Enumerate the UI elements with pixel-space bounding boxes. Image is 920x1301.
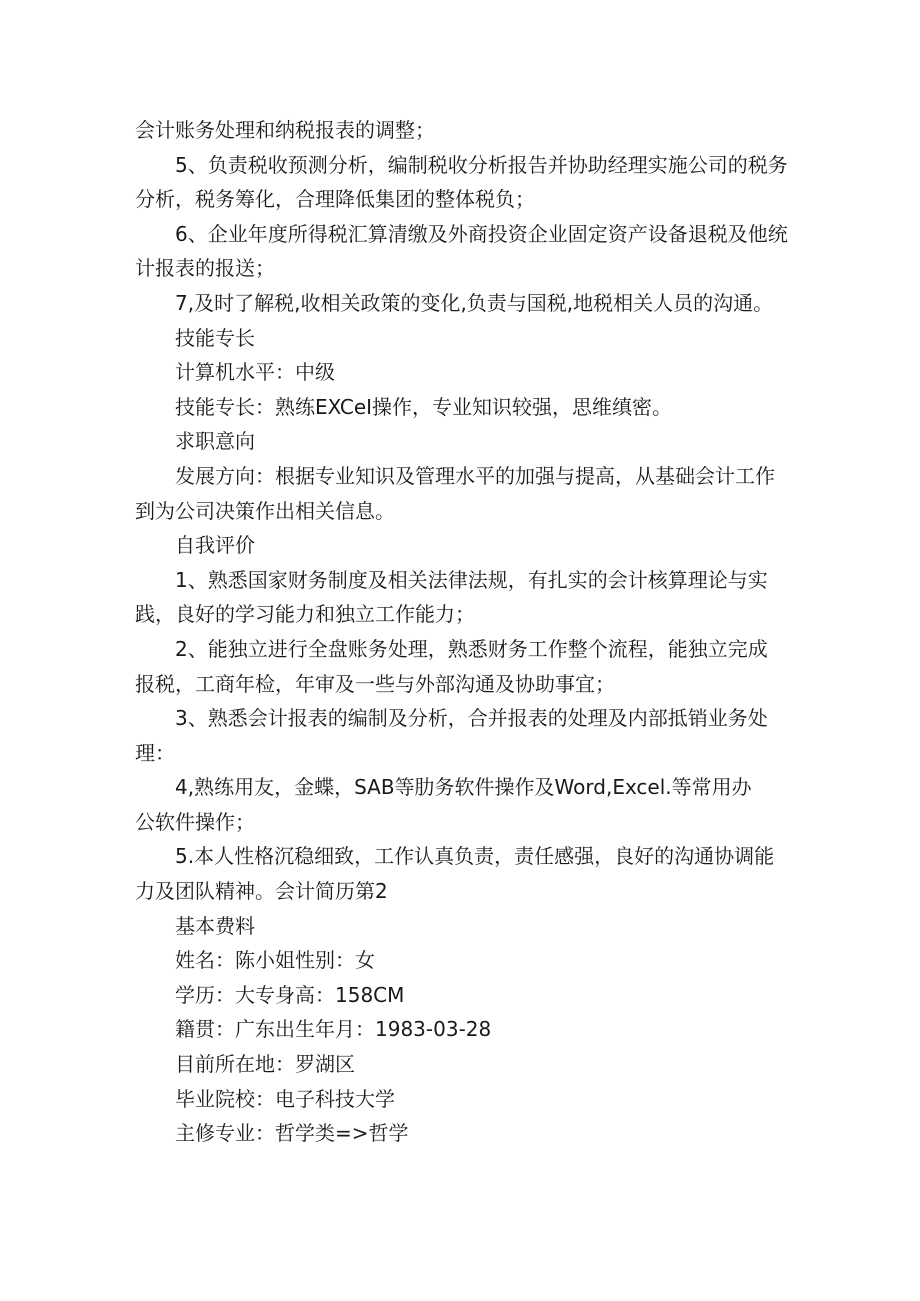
text-line: 公软件操作；: [135, 809, 255, 834]
section-heading: 自我评价: [175, 533, 255, 558]
text-line: 践，良好的学习能力和独立工作能力；: [135, 602, 475, 627]
text-line: 6、企业年度所得税汇算清缴及外商投资企业固定资产设备退税及他统: [175, 221, 788, 246]
section-heading: 求职意向: [175, 429, 255, 454]
text-line: 主修专业：哲学类=>哲学: [175, 1121, 409, 1146]
text-line: 7,及时了解税,收相关政策的变化,负责与国税,地税相关人员的沟通。: [175, 290, 774, 315]
text-line: 5.本人性格沉稳细致，工作认真负责，责任感强，良好的沟通协调能: [175, 844, 775, 869]
text-line: 籍贯：广东出生年月：1983-03-28: [175, 1017, 492, 1042]
text-line: 计算机水平：中级: [175, 360, 335, 385]
document-body: [135, 113, 795, 1151]
text-line: 5、负责税收预测分析，编制税收分析报告并协助经理实施公司的税务: [175, 152, 788, 177]
text-line: 4,熟练用友，金蝶，SAB等肋务软件操作及Word,Excel.等常用办: [175, 775, 752, 800]
text-line: 计报表的报送；: [135, 256, 275, 281]
text-line: 姓名：陈小姐性别：女: [175, 948, 375, 973]
text-line: 理：: [135, 740, 175, 765]
section-heading: 基本费料: [175, 913, 255, 938]
text-line: 毕业院校：电子科技大学: [175, 1086, 395, 1111]
text-line: 1、熟悉国家财务制度及相关法律法规，有扎实的会计核算理论与实: [175, 567, 768, 592]
text-line: 力及团队精神。会计简历第2: [135, 879, 388, 904]
text-line: 2、能独立进行全盘账务处理，熟悉财务工作整个流程，能独立完成: [175, 636, 768, 661]
text-line: 会计账务处理和纳税报表的调整；: [135, 118, 435, 142]
text-line: 分析，税务筹化，合理降低集团的整体税负；: [135, 187, 535, 212]
text-line: 学历：大专身高：158CM: [175, 982, 405, 1007]
text-line: 3、熟悉会计报表的编制及分析，合并报表的处理及内部抵销业务处: [175, 706, 768, 731]
text-line: 到为公司决策作出相关信息。: [135, 498, 395, 523]
text-line: 技能专长：熟练EXCeI操作，专业知识较强，思维缜密。: [175, 394, 673, 419]
text-line: 报税，工商年检，年审及一些与外部沟通及协助事宜；: [135, 671, 615, 696]
text-line: 目前所在地：罗湖区: [175, 1052, 355, 1077]
section-heading: 技能专长: [175, 325, 255, 350]
text-line: 发展方向：根据专业知识及管理水平的加强与提高，从基础会计工作: [175, 463, 775, 488]
